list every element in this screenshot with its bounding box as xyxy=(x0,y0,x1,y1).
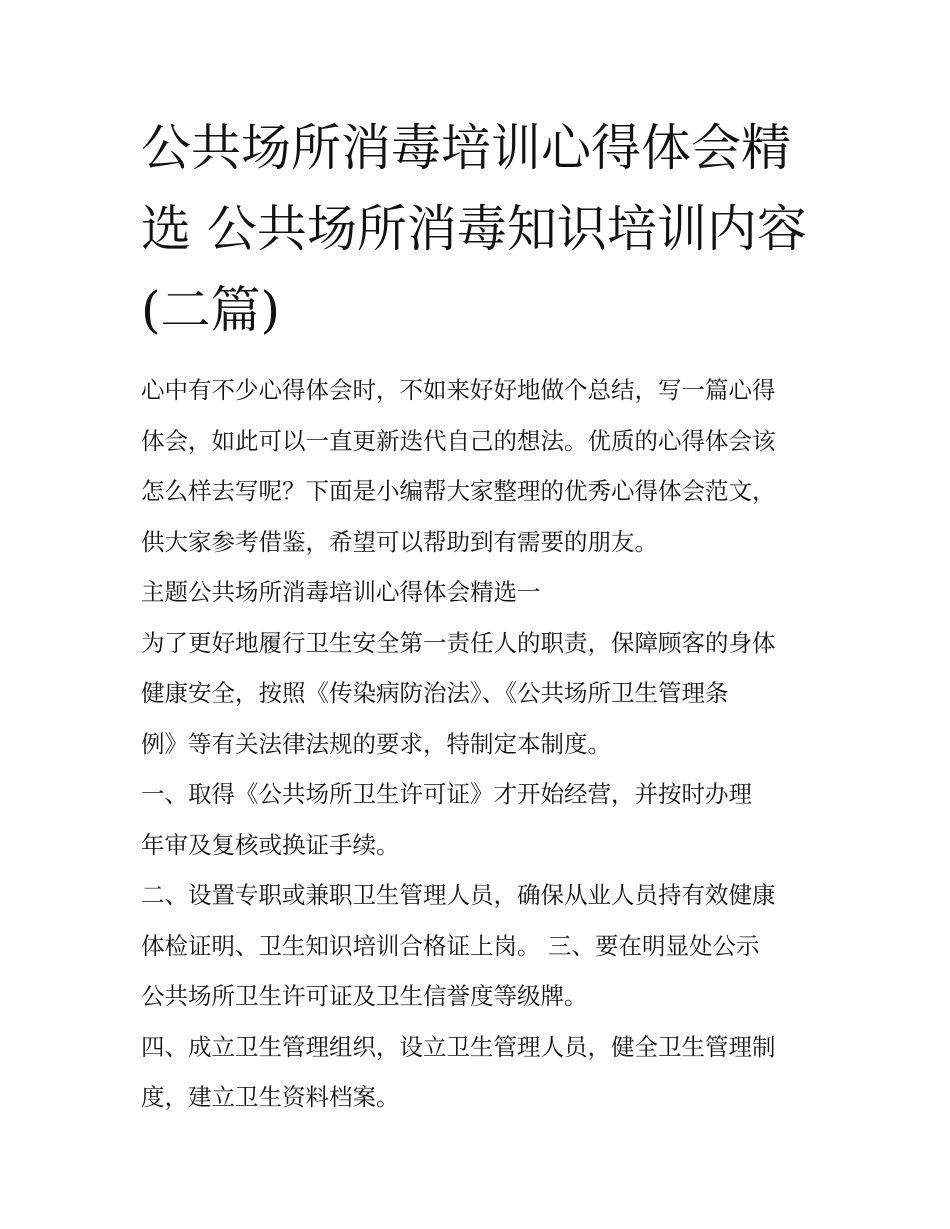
title-line: (二篇) xyxy=(141,281,281,339)
text-line: 一、取得《公共场所卫生许可证》才开始经营，并按时办理 xyxy=(141,780,752,808)
text-line: 年审及复核或换证手续。 xyxy=(141,830,400,859)
body-paragraph xyxy=(141,618,821,770)
section-heading xyxy=(141,567,821,618)
intro-paragraph xyxy=(141,365,821,567)
text-line: 怎么样去写呢？下面是小编帮大家整理的优秀心得体会范文， xyxy=(141,477,776,505)
text-line: 心中有不少心得体会时，不如来好好地做个总结，写一篇心得 xyxy=(141,376,776,404)
text-line: 为了更好地履行卫生安全第一责任人的职责，保障顾客的身体 xyxy=(141,628,776,657)
text-line: 例》等有关法律法规的要求，特制定本制度。 xyxy=(141,729,611,758)
text-line: 四、成立卫生管理组织，设立卫生管理人员，健全卫生管理制 xyxy=(141,1032,776,1061)
rule-item xyxy=(141,870,821,1022)
rule-item xyxy=(141,769,821,870)
title-line: 选 公共场所消毒知识培训内容 xyxy=(141,200,807,258)
text-line: 健康安全，按照《传染病防治法》、《公共场所卫生管理条 xyxy=(141,679,729,707)
document-title xyxy=(141,108,821,351)
text-line: 供大家参考借鉴，希望可以帮助到有需要的朋友。 xyxy=(141,527,658,556)
rule-item xyxy=(141,1022,821,1123)
text-line: 体检证明、卫生知识培训合格证上岗。 三、要在明显处公示 xyxy=(141,931,760,960)
text-line: 度，建立卫生资料档案。 xyxy=(141,1083,400,1111)
text-line: 主题公共场所消毒培训心得体会精选一 xyxy=(141,578,541,606)
document-page xyxy=(141,108,821,1123)
title-line: 公共场所消毒培训心得体会精 xyxy=(141,119,791,177)
text-line: 公共场所卫生许可证及卫生信誉度等级牌。 xyxy=(141,982,588,1010)
text-line: 二、设置专职或兼职卫生管理人员，确保从业人员持有效健康 xyxy=(141,881,776,909)
text-line: 体会，如此可以一直更新迭代自己的想法。优质的心得体会该 xyxy=(141,426,776,455)
